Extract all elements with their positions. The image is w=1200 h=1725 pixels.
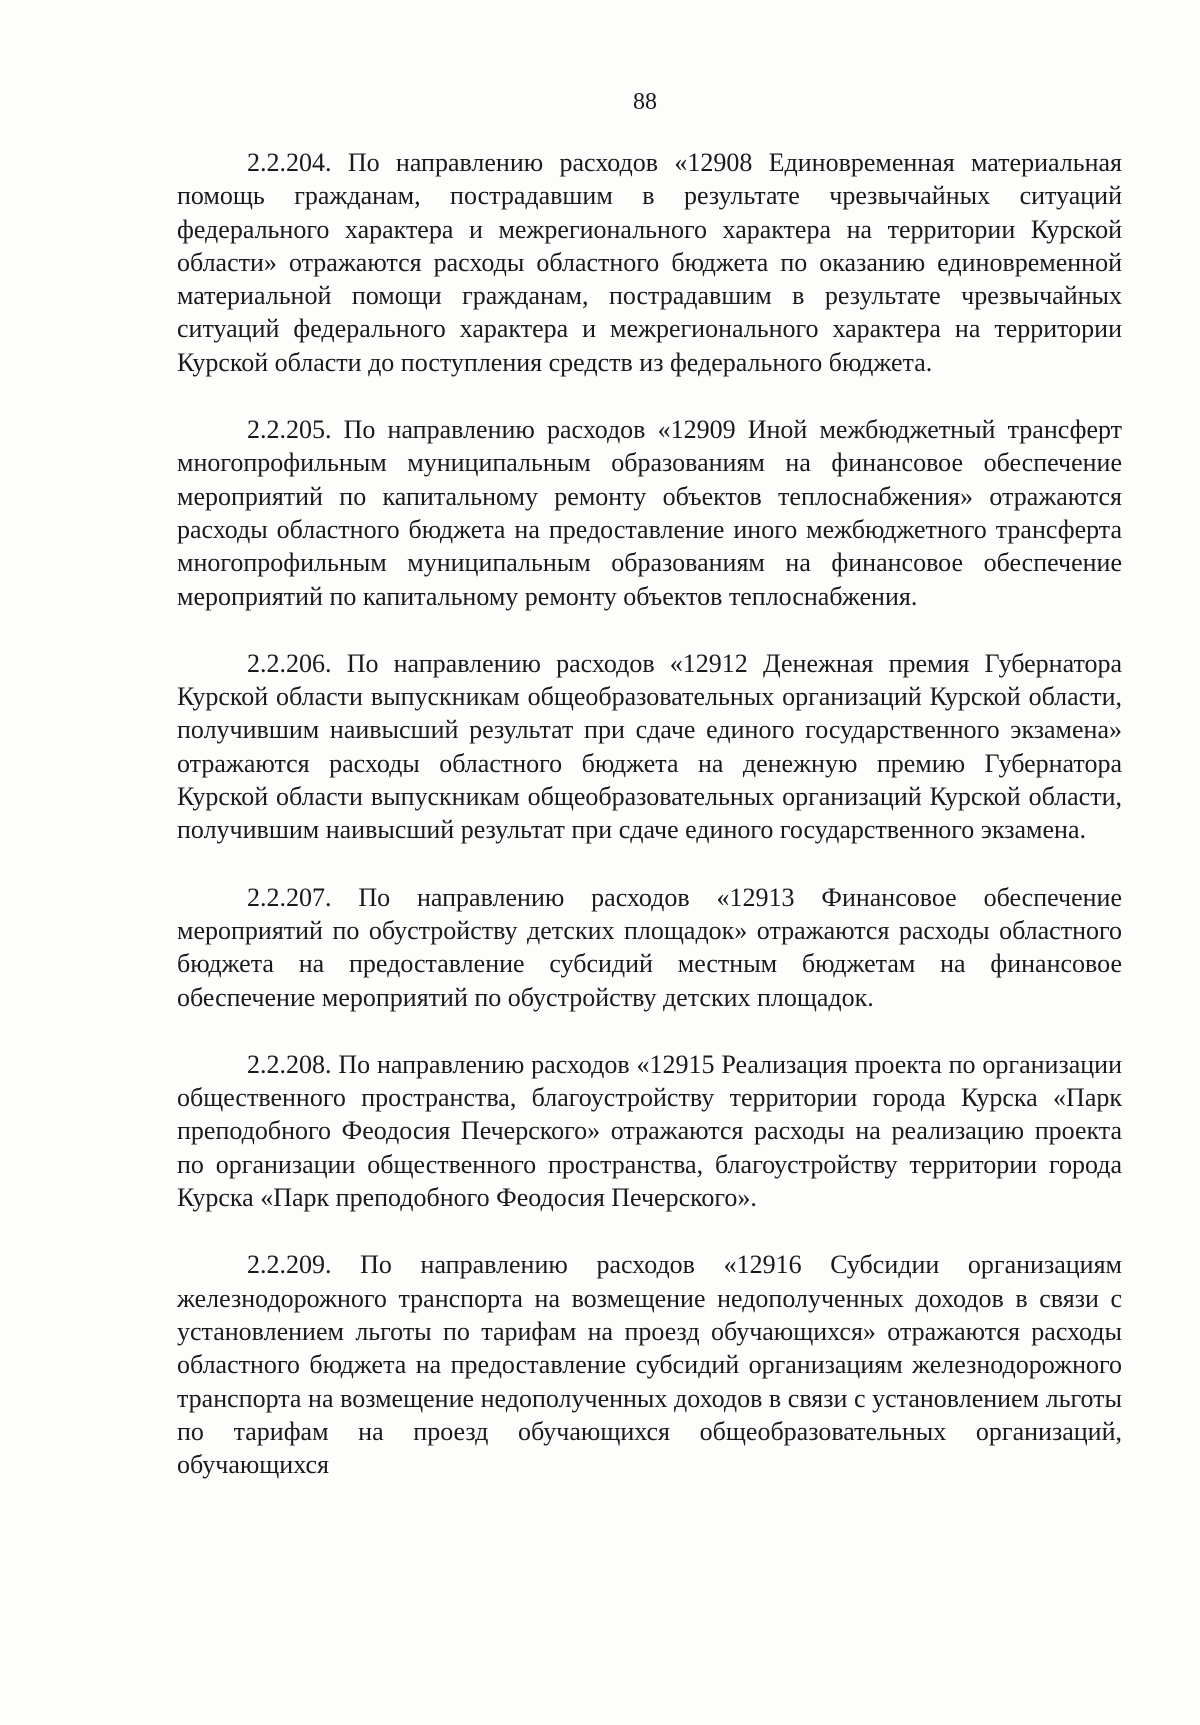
paragraph-number: 2.2.207.: [247, 882, 332, 912]
paragraph-2-2-205: [177, 413, 1122, 613]
paragraph-text: По направлению расходов «12913 Финансовое обеспечение мероприятий по обустройству детских площадок» отражаются расходы областного бюджета на предоставление субсидий местным бюджетам на финансовое обеспечение мероприятий по обустройству детских площадок.: [177, 882, 1122, 1012]
paragraph-2-2-209: [177, 1248, 1122, 1481]
paragraph-text: По направлению расходов «12915 Реализация проекта по организации общественного пространства, благоустройству территории города Курска «Парк преподобного Феодосия Печерского» отражаются расходы на реализацию проекта по организации общественного пространства, благоустройству территории города Курска «Парк преподобного Феодосия Печерского».: [177, 1049, 1122, 1213]
paragraph-text: По направлению расходов «12908 Единовременная материальная помощь гражданам, пострадавшим в результате чрезвычайных ситуаций федерального характера и межрегионального характера на территории Курской области» отражаются расходы областного бюджета по оказанию единовременной материальной помощи гражданам, пострадавшим в результате чрезвычайных ситуаций федерального характера и межрегионального характера на территории Курской области до поступления средств из федерального бюджета.: [177, 148, 1123, 377]
paragraph-2-2-207: [177, 881, 1122, 1014]
paragraph-text: По направлению расходов «12912 Денежная премия Губернатора Курской области выпускникам общеобразовательных организаций Курской области, получившим наивысший результат при сдаче единого государственного экзамена» отражаются расходы областного бюджета на денежную премию Губернатора Курской области выпускникам общеобразовательных организаций Курской области, получившим наивысший результат при сдаче единого государственного экзамена.: [177, 648, 1122, 845]
paragraph-number: 2.2.209.: [247, 1250, 332, 1280]
paragraph-text: По направлению расходов «12909 Иной межбюджетный трансферт многопрофильным муниципальным образованиям на финансовое обеспечение мероприятий по капитальному ремонту объектов теплоснабжения» отражаются расходы областного бюджета на предоставление иного межбюджетного трансферта многопрофильным муниципальным образованиям на финансовое обеспечение мероприятий по капитальному ремонту объектов теплоснабжения.: [177, 415, 1122, 611]
paragraph-number: 2.2.206.: [247, 648, 332, 678]
paragraph-number: 2.2.204.: [247, 148, 332, 177]
document-body: [177, 146, 1122, 1481]
paragraph-2-2-208: [177, 1048, 1122, 1214]
page-number: 88: [633, 89, 657, 115]
paragraph-2-2-204: [177, 146, 1122, 379]
paragraph-2-2-206: [177, 647, 1122, 847]
paragraph-number: 2.2.205.: [247, 415, 332, 445]
paragraph-number: 2.2.208.: [247, 1049, 332, 1079]
paragraph-text: По направлению расходов «12916 Субсидии организациям железнодорожного транспорта на возмещение недополученных доходов в связи с установлением льготы по тарифам на проезд обучающихся» отражаются расходы областного бюджета на предоставление субсидий организациям железнодорожного транспорта на возмещение недополученных доходов в связи с установлением льготы по тарифам на проезд обучающихся общеобразовательных организаций, обучающихся: [177, 1250, 1123, 1480]
